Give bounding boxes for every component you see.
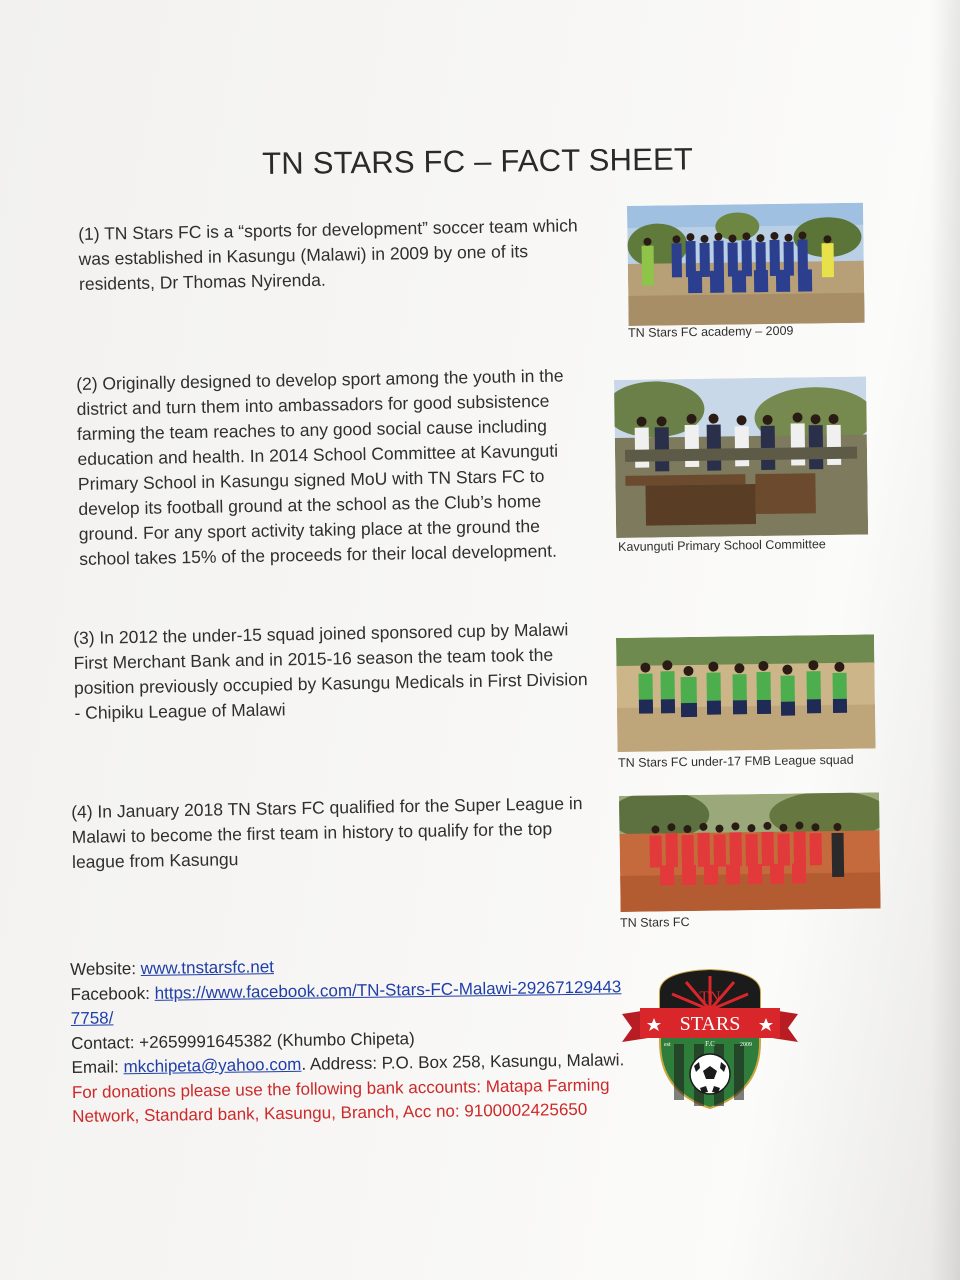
donation-info: For donations please use the following bank accounts: Matapa Farming Network, Standard bank, Kasungu, Branch, Acc no: 9100002425650 [71,1074,610,1126]
facebook-line [70,975,631,1032]
school-committee-photo-caption: Kavunguti Primary School Committee [618,537,826,554]
postal-address: . Address: P.O. Box 258, Kasungu, Malawi. [301,1050,625,1074]
crest-banner-text: STARS [679,1013,741,1035]
email-label: Email: [71,1057,124,1077]
website-link[interactable]: www.tnstarsfc.net [140,957,275,979]
email-link[interactable]: mkchipeta@yahoo.com [123,1054,302,1077]
section-3-text: (3) In 2012 the under-15 squad joined sponsored cup by Malawi First Merchant Bank and in 2015-16 season the team took the position previously occupied by Kasungu Medicals in First Division - Chipiku League of Malawi [73,619,588,723]
section-4-text: (4) In January 2018 TN Stars FC qualified for the Super League in Malawi to become the first team in history to qualify for the top league from Kasungu [71,793,583,872]
under-17-squad-photo [616,634,876,752]
facebook-link[interactable]: https://www.facebook.com/TN-Stars-FC-Malawi-292671294437758/ [70,976,622,1028]
crest-top-text: TN [699,989,721,1006]
soccer-ball-icon [690,1054,730,1094]
section-2-text: (2) Originally designed to develop sport among the youth in the district and turn them into ambassadors for good subsistence farming the team reaches to any good social cause including education and health. In 2014 School Committee at Kavunguti Primary School in Kasungu signed MoU with TN Stars FC to develop its football ground at the school as the Club’s home ground. For any sport activity taking place at the ground the school takes 15% of the proceeds for their local development. [76,365,564,569]
team-photo [619,792,881,912]
crest-fc-text: F.C [705,1040,715,1048]
team-photo-caption: TN Stars FC [620,915,690,930]
page-edge-shadow [930,0,960,1280]
club-crest [620,962,800,1112]
email-address-line [71,1048,632,1129]
crest-est-text: est [664,1042,671,1048]
contact-block [70,950,632,1129]
page-title: TN STARS FC – FACT SHEET [262,141,694,181]
website-label: Website: [70,959,141,979]
school-committee-photo [614,376,868,538]
facebook-label: Facebook: [70,983,155,1004]
contact-phone-line: Contact: +2659991645382 (Khumbo Chipeta) [71,1028,415,1053]
academy-photo-caption: TN Stars FC academy – 2009 [628,323,794,340]
under-17-squad-photo-caption: TN Stars FC under-17 FMB League squad [618,752,854,770]
section-1-text: (1) TN Stars FC is a “sports for development” soccer team which was established in Kasungu (Malawi) in 2009 by one of its residents, Dr Thomas Nyirenda. [78,215,578,294]
academy-photo [627,203,865,326]
crest-year-text: 2009 [740,1042,752,1048]
